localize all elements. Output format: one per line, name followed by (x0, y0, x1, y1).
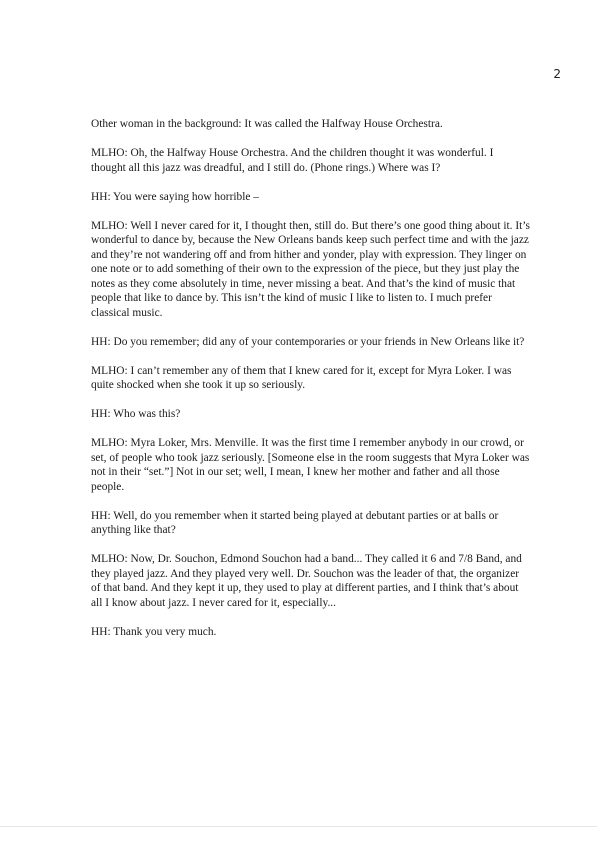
transcript-paragraph: MLHO: Well I never cared for it, I thought then, still do. But there’s one good thing about it. It’s wonderful to dance by, because the New Orleans bands keep such perfect time and with the jazz and they’re not wandering off and from hither and yonder, play with expression. They linger on one note or to add something of their own to the expression of the piece, but they just play the notes as they come absolutely in time, never missing a beat. And that’s the kind of music that people that like to dance by. This isn’t the kind of music I like to listen to. I much prefer classical music. (91, 219, 530, 319)
transcript-body (91, 117, 531, 654)
transcript-paragraph: MLHO: Myra Loker, Mrs. Menville. It was the first time I remember anybody in our crowd, or set, of people who took jazz seriously. [Someone else in the room suggests that Myra Loker was not in their “set.”] Not in our set; well, I mean, I knew her mother and father and all those people. (91, 437, 530, 493)
transcript-paragraph: HH: Well, do you remember when it started being played at debutant parties or at balls or anything like that? (91, 509, 499, 536)
transcript-paragraph: HH: Who was this? (91, 408, 181, 420)
transcript-paragraph: MLHO: I can’t remember any of them that I knew cared for it, except for Myra Loker. I was quite shocked when she took it up so seriously. (91, 364, 512, 391)
transcript-paragraph: HH: You were saying how horrible – (91, 190, 259, 203)
transcript-paragraph: HH: Do you remember; did any of your contemporaries or your friends in New Orleans like it? (91, 335, 525, 348)
transcript-paragraph: HH: Thank you very much. (91, 625, 217, 638)
transcript-paragraph: MLHO: Now, Dr. Souchon, Edmond Souchon had a band... They called it 6 and 7/8 Band, and they played jazz. And they played very well. Dr. Souchon was the leader of that, the organizer of that band. And they kept it up, they used to play at different parties, and I think that’s about all I know about jazz. I never cared for it, especially... (91, 553, 522, 609)
page-bottom-edge (0, 826, 597, 827)
transcript-paragraph: MLHO: Oh, the Halfway House Orchestra. And the children thought it was wonderful. I thought all this jazz was dreadful, and I still do. (Phone rings.) Where was I? (91, 147, 494, 174)
transcript-paragraph: Other woman in the background: It was called the Halfway House Orchestra. (91, 118, 443, 130)
page-number: 2 (553, 67, 561, 81)
